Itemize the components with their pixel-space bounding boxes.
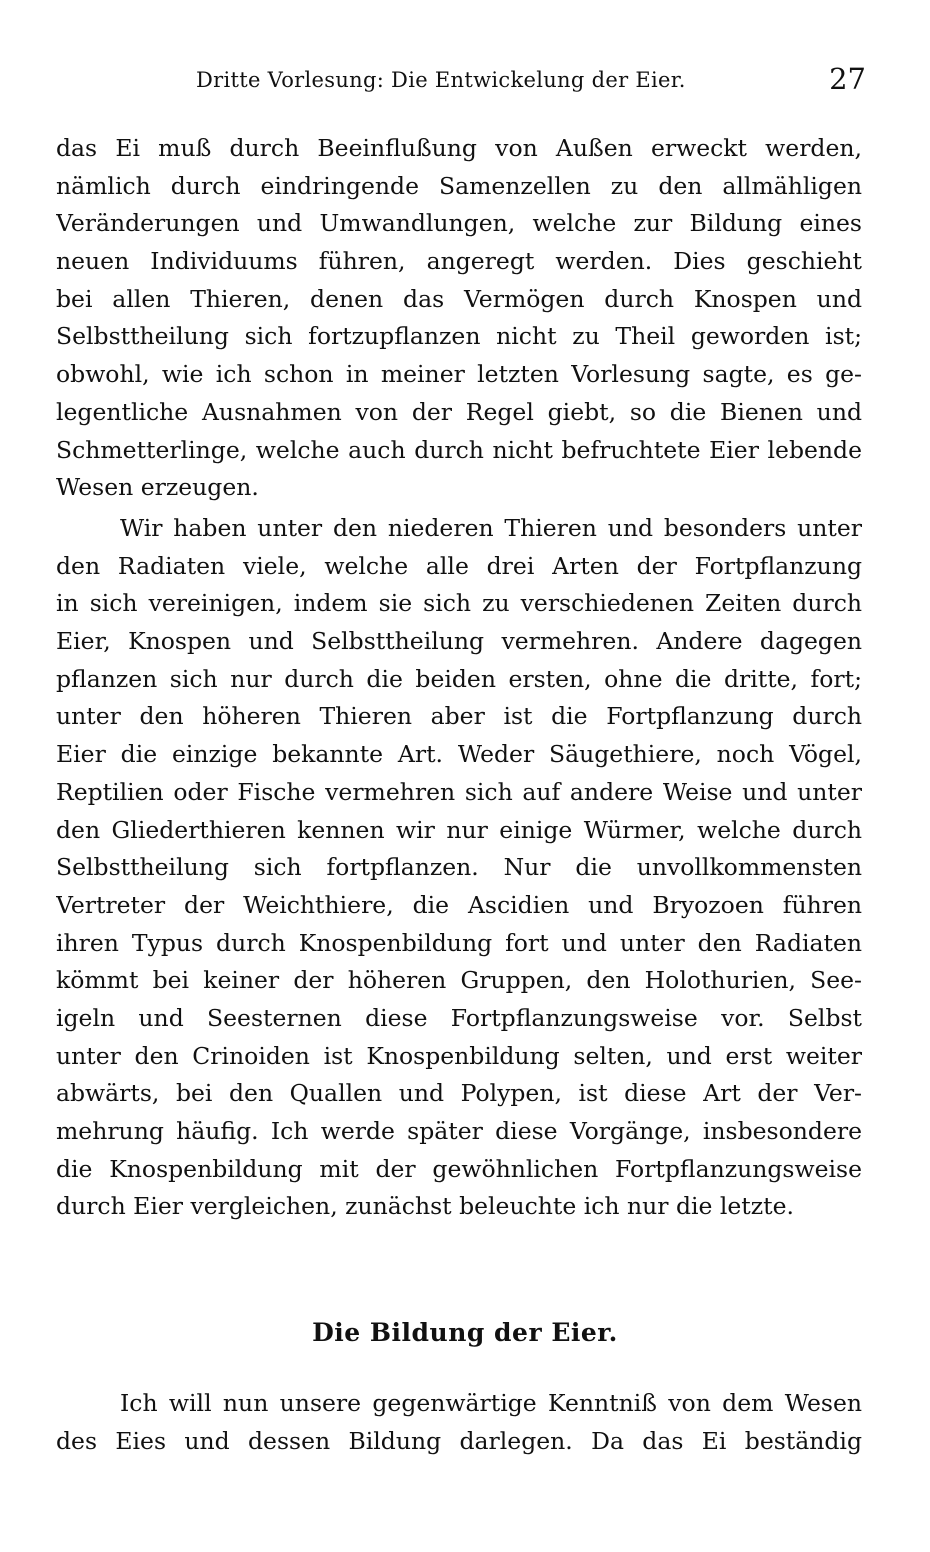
paragraph-1 — [56, 130, 862, 507]
text-line: Vertreter der Weichthiere, die Ascidien und Bryozoen führen — [56, 890, 862, 919]
text-line: unter den höheren Thieren aber ist die Fortpflanzung durch — [56, 702, 862, 731]
text-line: obwohl, wie ich schon in meiner letzten Vorlesung sagte, es ge- — [56, 360, 862, 389]
text-line: ihren Typus durch Knospenbildung fort und unter den Radiaten — [56, 928, 862, 957]
paragraph-3 — [56, 1385, 862, 1460]
text-line: den Radiaten viele, welche alle drei Arten der Fortpflanzung — [56, 551, 862, 580]
running-head — [196, 62, 866, 102]
paragraph-2 — [56, 510, 862, 1226]
text-line: Eier, Knospen und Selbsttheilung vermehren. Andere dagegen — [56, 627, 862, 656]
text-line: unter den Crinoiden ist Knospenbildung selten, und erst weiter — [56, 1041, 862, 1070]
text-line: in sich vereinigen, indem sie sich zu verschiedenen Zeiten durch — [56, 589, 862, 618]
text-line: bei allen Thieren, denen das Vermögen durch Knospen und — [56, 284, 862, 313]
text-line: den Gliederthieren kennen wir nur einige Würmer, welche durch — [56, 815, 862, 844]
text-line: Schmetterlinge, welche auch durch nicht befruchtete Eier lebende — [56, 435, 862, 464]
text-line: das Ei muß durch Beeinflußung von Außen erweckt werden, — [56, 134, 862, 162]
text-line: Reptilien oder Fische vermehren sich auf andere Weise und unter — [56, 777, 862, 806]
text-line: Selbsttheilung sich fortpflanzen. Nur die unvollkommensten — [56, 853, 862, 882]
text-line: die Knospenbildung mit der gewöhnlichen Fortpflanzungsweise — [56, 1154, 862, 1183]
text-line: Eier die einzige bekannte Art. Weder Säugethiere, noch Vögel, — [56, 740, 862, 769]
text-line: neuen Individuums führen, angeregt werden. Dies geschieht — [56, 247, 862, 276]
text-line: durch Eier vergleichen, zunächst beleuchte ich nur die letzte. — [56, 1192, 794, 1221]
section-heading: Die Bildung der Eier. — [312, 1318, 618, 1347]
text-line: Wesen erzeugen. — [56, 473, 259, 502]
text-line: Wir haben unter den niederen Thieren und besonders unter — [120, 514, 862, 542]
running-title: Dritte Vorlesung: Die Entwickelung der Eier. — [196, 68, 686, 92]
text-line: igeln und Seesternen diese Fortpflanzungsweise vor. Selbst — [56, 1003, 862, 1032]
text-line: mehrung häufig. Ich werde später diese Vorgänge, insbesondere — [56, 1117, 862, 1145]
text-line: nämlich durch eindringende Samenzellen zu den allmähligen — [56, 171, 862, 200]
text-line: Ich will nun unsere gegenwärtige Kenntniß von dem Wesen — [120, 1389, 862, 1417]
text-line: pflanzen sich nur durch die beiden ersten, ohne die dritte, fort; — [56, 664, 862, 693]
text-line: abwärts, bei den Quallen und Polypen, ist diese Art der Ver- — [56, 1079, 862, 1108]
text-line: des Eies und dessen Bildung darlegen. Da das Ei beständig — [56, 1426, 862, 1455]
page-number: 27 — [829, 62, 866, 96]
text-line: Veränderungen und Umwandlungen, welche zur Bildung eines — [56, 209, 862, 238]
text-line: Selbsttheilung sich fortzupflanzen nicht zu Theil geworden ist; — [56, 322, 862, 351]
text-line: kömmt bei keiner der höheren Gruppen, den Holothurien, See- — [56, 966, 862, 995]
text-line: legentliche Ausnahmen von der Regel giebt, so die Bienen und — [56, 397, 862, 426]
